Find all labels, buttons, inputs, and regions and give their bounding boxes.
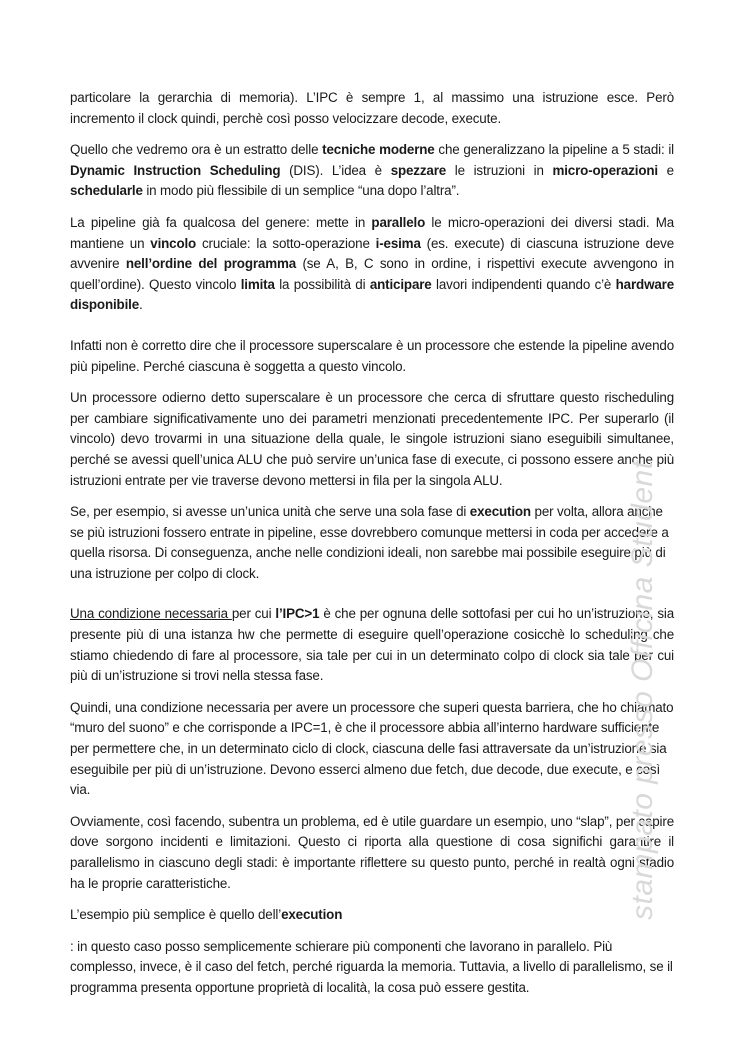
text-run: Quello che vedremo ora è un estratto delle: [70, 142, 323, 158]
paragraph: [70, 213, 674, 316]
paragraph: [70, 604, 674, 686]
text-run: per cui: [231, 606, 276, 622]
text-run: le istruzioni in: [446, 162, 553, 178]
text-run: che generalizzano la pipeline a 5 stadi: il: [434, 142, 674, 158]
text-run: Infatti non è corretto dire che il processore superscalare è un processore che estende la pipeline avendo più pipeline. Perché ciascuna è soggetta a questo vincolo.: [70, 337, 674, 374]
watermark: stampato presso Officina Student: [626, 460, 659, 920]
text-run: La pipeline già fa qualcosa del genere: mette in: [70, 214, 372, 230]
text-run: .: [139, 297, 143, 313]
bold-term: micro-operazioni: [552, 162, 658, 178]
paragraph: [70, 140, 674, 202]
text-run: Se, per esempio, si avesse un’unica unità che serve una sola fase di: [70, 504, 470, 520]
text-run: le micro-operazioni dei diversi stadi. Ma mantiene un: [70, 214, 675, 251]
text-run: per volta, allora anche se più istruzioni fossero entrate in pipeline, esse dovrebbero comunque mettersi in coda per accedere a quella risorsa. Di conseguenza, anche nelle condizioni ideali, non sarebbe mai possibile eseguire più di una istruzione per colpo di clock.: [70, 504, 669, 581]
paragraph: [70, 812, 674, 894]
text-run: (se A, B, C sono in ordine, i rispettivi execute avvengono in quell’ordine). Questo vincolo: [70, 256, 674, 292]
bold-term: l’IPC>1: [275, 606, 320, 622]
bold-term: i-esima: [375, 235, 421, 251]
bold-term: nell’ordine del programma: [125, 256, 297, 272]
paragraph: [70, 502, 674, 584]
text-run: Un processore odierno detto superscalare è un processore che cerca di sfruttare questo rischeduling per cambiare significativamente uno dei parametri menzionati precedentemente IPC. Per superarlo (il vincolo) devo trovarmi in una situazione della quale, le singole istruzioni siano eseguibili simultanee, perché se avessi quell’unica ALU che può servire un’unica fase di execute, ci possono essere anche più istruzioni entrate per vie traverse devono mettersi in fila per la singola ALU.: [70, 390, 674, 488]
bold-term: execution: [281, 907, 343, 923]
paragraph: [70, 388, 674, 491]
bold-term: vincolo: [150, 235, 197, 251]
text-run: Quindi, una condizione necessaria per avere un processore che superi questa barriera, che ho chiamato “muro del suono” e che corrisponde a IPC=1, è che il processore abbia all’interno hardware sufficiente per permettere che, in un determinato ciclo di clock, ciascuna delle fasi attraversate da un’istruzione sia eseguibile per più di un’istruzione. Devono esserci almeno due fetch, due decode, due execute, e così via.: [70, 699, 674, 798]
bold-term: hardware: [615, 276, 674, 292]
text-run: : in questo caso posso semplicemente schierare più componenti che lavorano in parallelo. Più complesso, invece, è il caso del fetch, perché riguarda la memoria. Tuttavia, a livello di parallelismo, se il programma presenta opportune proprietà di località, la cosa può essere gestita.: [70, 938, 673, 995]
underlined-text: Una condizione necessaria: [70, 606, 232, 622]
bold-term: tecniche moderne: [322, 142, 435, 158]
bold-term: parallelo: [371, 214, 426, 230]
document-page: [70, 88, 674, 1010]
text-run: in modo più flessibile di un semplice “una dopo l’altra”.: [142, 183, 460, 199]
text-run: cruciale: la sotto-operazione: [196, 235, 376, 251]
text-run: e: [657, 162, 674, 178]
paragraph: [70, 698, 674, 801]
bold-term: spezzare: [390, 162, 447, 178]
bold-term: Dynamic Instruction Scheduling: [70, 162, 281, 178]
text-run: (DIS). L’idea è: [280, 162, 391, 178]
bold-term: execution: [469, 504, 531, 520]
paragraph: [70, 336, 674, 377]
text-run: lavori indipendenti quando c’è: [431, 276, 616, 292]
text-run: L’esempio più semplice è quello dell’: [70, 907, 282, 923]
bold-term: disponibile: [70, 297, 140, 313]
bold-term: limita: [240, 276, 275, 292]
text-run: particolare la gerarchia di memoria). L’IPC è sempre 1, al massimo una istruzione esce. Però incremento il clock quindi, perchè così posso velocizzare decode, execute.: [70, 90, 674, 126]
text-run: è che per ognuna delle sottofasi per cui ho un’istruzione, sia presente più di una istanza hw che permette di eseguire quell’operazione cosicchè lo scheduling che stiamo chiedendo di fare al processore, sia tale per cui in un determinato colpo di clock sia tale per cui più di un’istruzione si trovi nella stessa fase.: [70, 606, 674, 684]
paragraph: [70, 905, 674, 926]
text-run: Ovviamente, così facendo, subentra un problema, ed è utile guardare un esempio, uno “slap”, per capire dove sorgono incidenti e limitazioni. Questo ci riporta alla questione di cosa significhi garantire il parallelismo in ciascuno degli stadi: è importante riflettere su questo punto, perché in realtà ogni stadio ha le proprie caratteristiche.: [70, 813, 674, 891]
text-run: (es. execute) di ciascuna istruzione deve avvenire: [70, 235, 674, 272]
paragraph: [70, 88, 674, 129]
paragraph: [70, 937, 674, 999]
text-run: la possibilità di: [274, 276, 370, 292]
bold-term: anticipare: [369, 276, 432, 292]
bold-term: schedularle: [70, 183, 143, 199]
